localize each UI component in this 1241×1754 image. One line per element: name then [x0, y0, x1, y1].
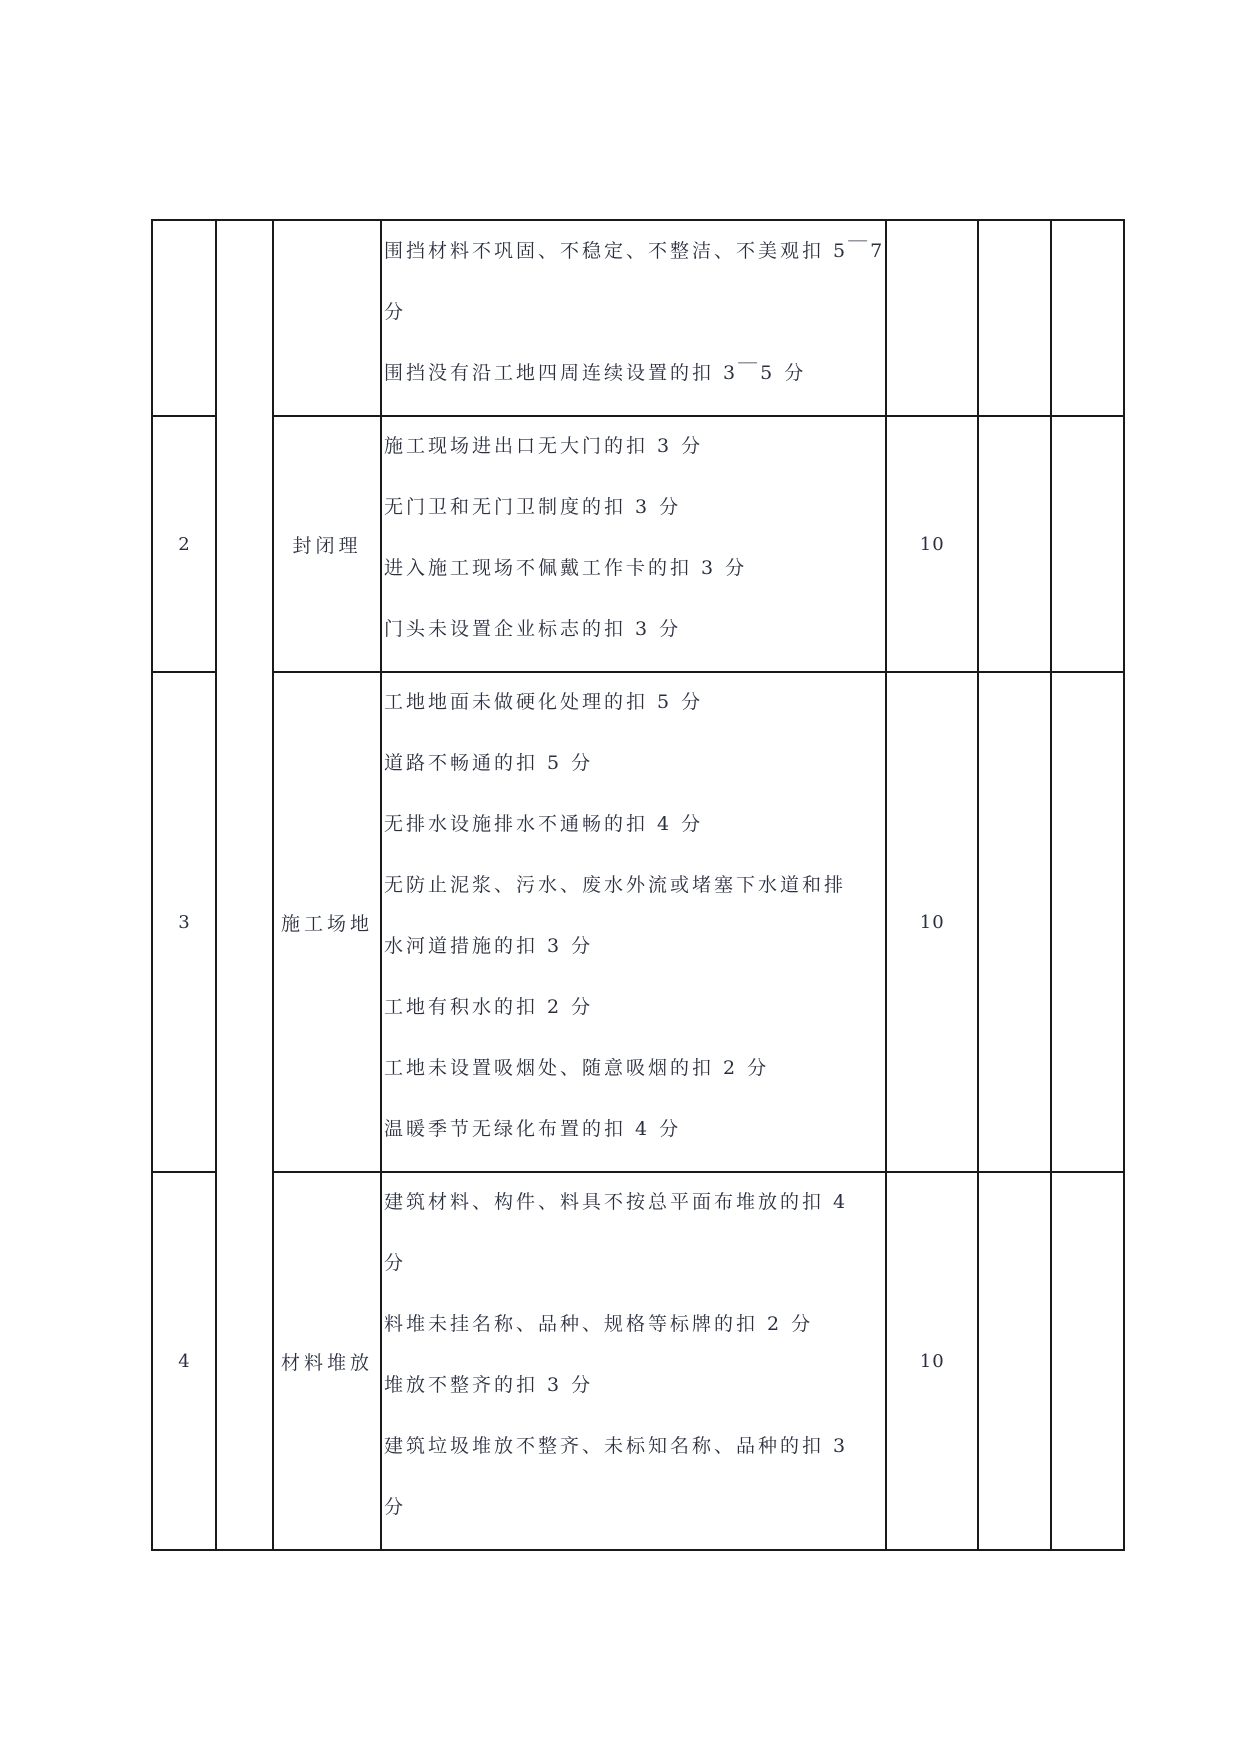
- deduction-items-cell: [381, 220, 886, 416]
- deduction-item: 料堆未挂名称、品种、规格等标牌的扣 2 分: [384, 1313, 814, 1335]
- category-cell: [273, 220, 381, 416]
- category-cell: 材料堆放: [273, 1172, 381, 1550]
- deduction-item: 工地有积水的扣 2 分: [384, 996, 594, 1018]
- deduction-item: 围挡材料不巩固、不稳定、不整洁、不美观扣 5￣7: [384, 240, 886, 262]
- deduction-item: 建筑垃圾堆放不整齐、未标知名称、品种的扣 3: [384, 1435, 849, 1457]
- deduction-item: 分: [384, 301, 407, 323]
- empty-cell: [978, 672, 1051, 1172]
- inspection-score-table: [151, 219, 1125, 1551]
- deduction-item: 无排水设施排水不通畅的扣 4 分: [384, 813, 704, 835]
- deduction-items-cell: [381, 672, 886, 1172]
- empty-cell: [1051, 672, 1124, 1172]
- empty-cell: [978, 220, 1051, 416]
- table-row: [152, 220, 1124, 416]
- deduction-item: 水河道措施的扣 3 分: [384, 935, 594, 957]
- empty-cell: [978, 1172, 1051, 1550]
- category-cell: 施工场地: [273, 672, 381, 1172]
- item-number-cell: 4: [152, 1172, 216, 1550]
- deduction-item: 施工现场进出口无大门的扣 3 分: [384, 435, 704, 457]
- deduction-item: 分: [384, 1496, 407, 1518]
- table-row: [152, 1172, 1124, 1550]
- item-number-cell: 3: [152, 672, 216, 1172]
- group-merged-cell: [216, 220, 273, 1550]
- deduction-items-cell: [381, 1172, 886, 1550]
- deduction-item: 建筑材料、构件、料具不按总平面布堆放的扣 4: [384, 1191, 849, 1213]
- table-row: [152, 416, 1124, 672]
- deduction-item: 分: [384, 1252, 407, 1274]
- empty-cell: [1051, 220, 1124, 416]
- category-cell: 封闭理: [273, 416, 381, 672]
- deduction-item: 进入施工现场不佩戴工作卡的扣 3 分: [384, 557, 748, 579]
- deduction-item: 无防止泥浆、污水、废水外流或堵塞下水道和排: [384, 874, 847, 896]
- deduction-item: 温暖季节无绿化布置的扣 4 分: [384, 1118, 682, 1140]
- item-number-cell: 2: [152, 416, 216, 672]
- deduction-item: 围挡没有沿工地四周连续设置的扣 3￣5 分: [384, 362, 807, 384]
- deduction-item: 工地未设置吸烟处、随意吸烟的扣 2 分: [384, 1057, 770, 1079]
- score-cell: 10: [886, 416, 978, 672]
- empty-cell: [1051, 416, 1124, 672]
- deduction-item: 工地地面未做硬化处理的扣 5 分: [384, 691, 704, 713]
- score-cell: [886, 220, 978, 416]
- deduction-item: 门头未设置企业标志的扣 3 分: [384, 618, 682, 640]
- item-number-cell: [152, 220, 216, 416]
- empty-cell: [978, 416, 1051, 672]
- table-row: [152, 672, 1124, 1172]
- deduction-item: 堆放不整齐的扣 3 分: [384, 1374, 594, 1396]
- deduction-items-cell: [381, 416, 886, 672]
- deduction-item: 道路不畅通的扣 5 分: [384, 752, 594, 774]
- score-cell: 10: [886, 1172, 978, 1550]
- empty-cell: [1051, 1172, 1124, 1550]
- deduction-item: 无门卫和无门卫制度的扣 3 分: [384, 496, 682, 518]
- score-cell: 10: [886, 672, 978, 1172]
